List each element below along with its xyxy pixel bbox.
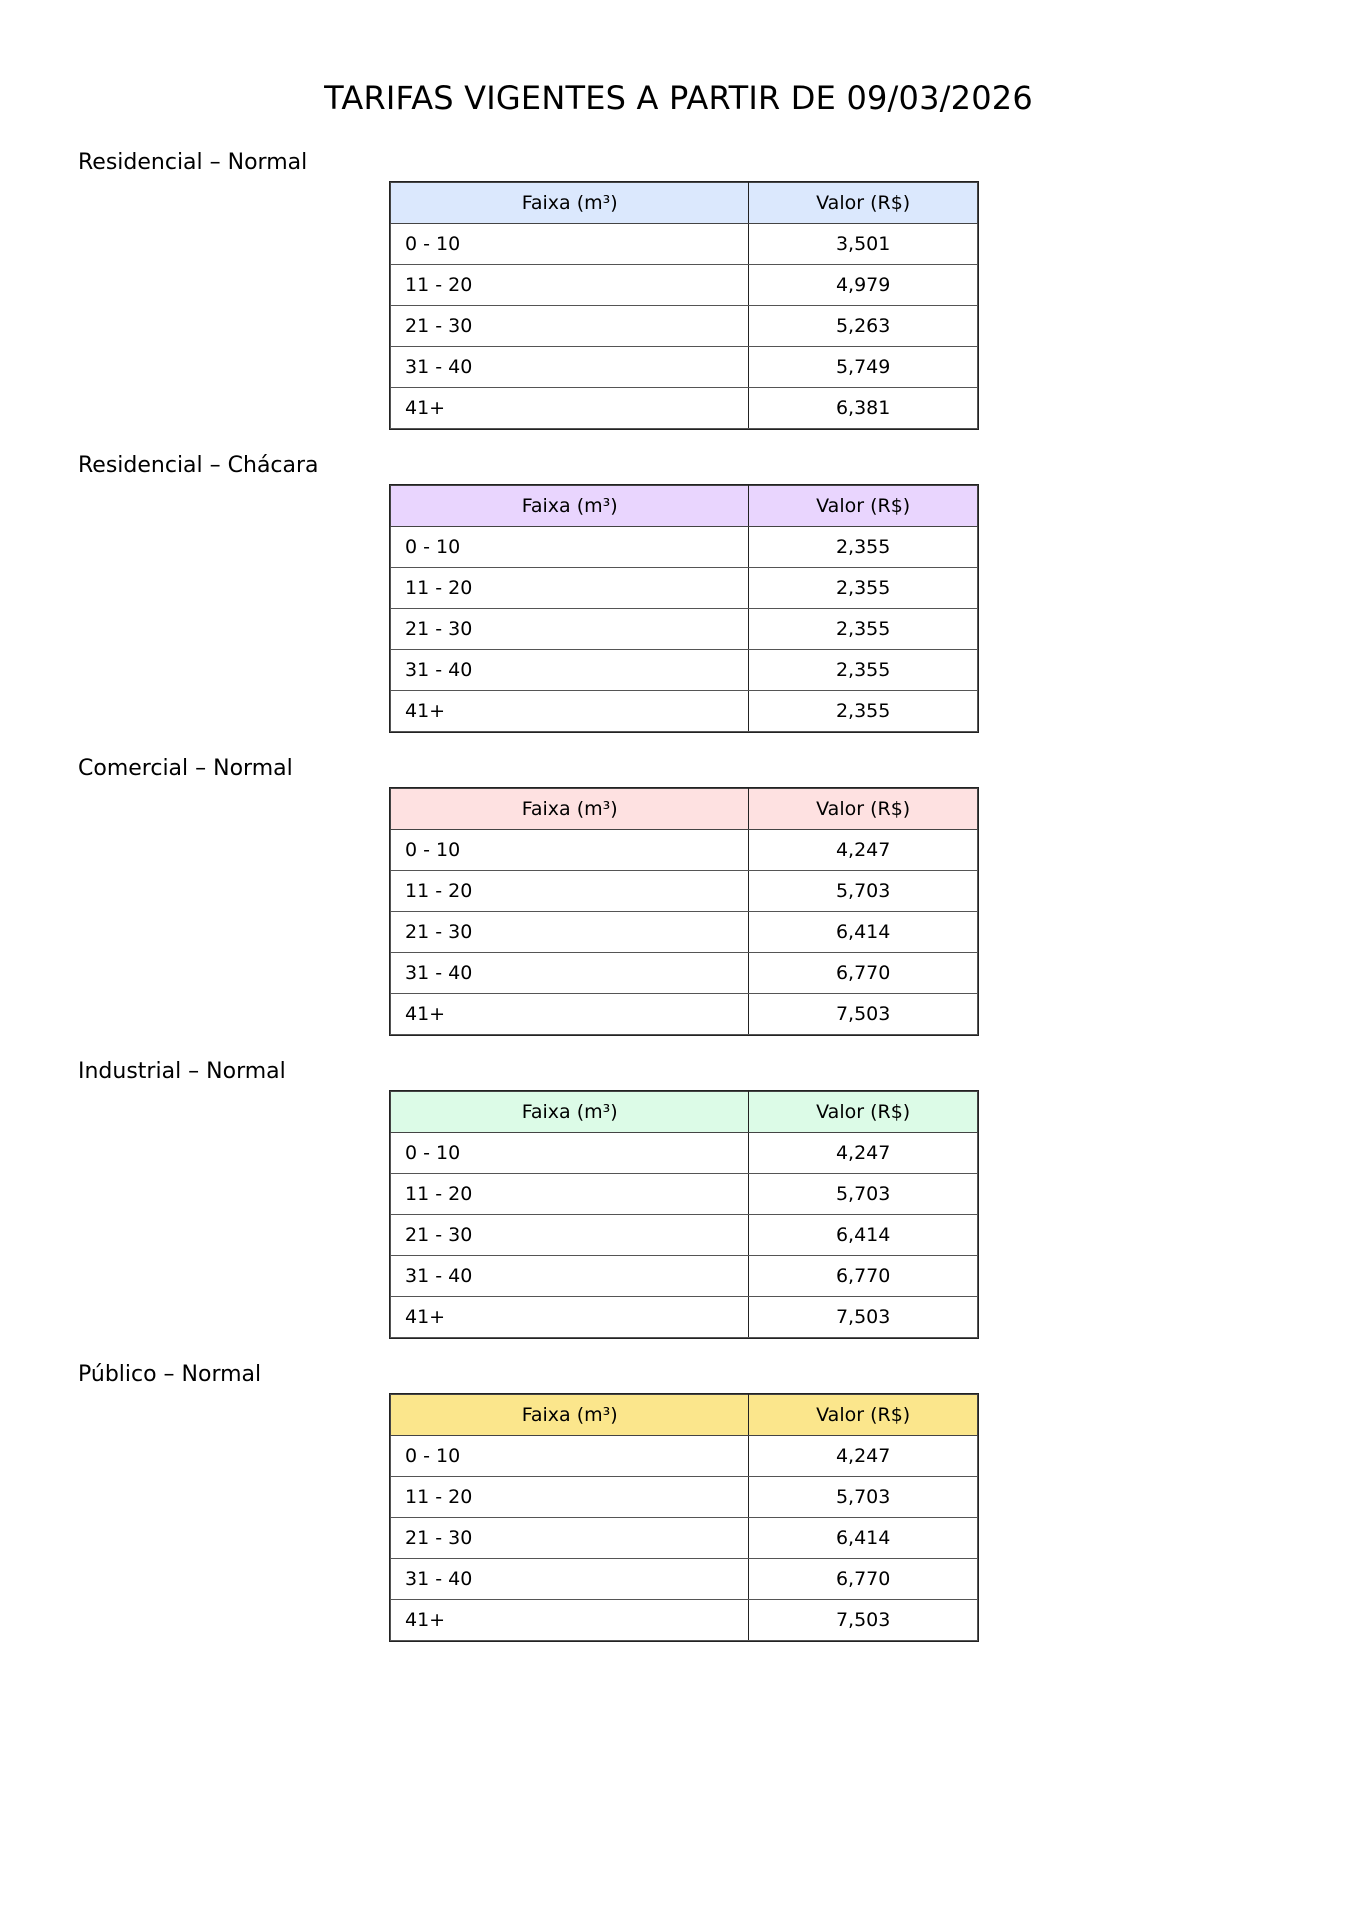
table-row <box>391 994 978 1035</box>
faixa-cell: 11 - 20 <box>391 265 749 306</box>
header-faixa: Faixa (m³) <box>391 486 749 527</box>
faixa-cell: 21 - 30 <box>391 306 749 347</box>
valor-cell: 7,503 <box>749 1297 978 1338</box>
valor-cell: 5,703 <box>749 871 978 912</box>
table-row <box>391 609 978 650</box>
header-faixa: Faixa (m³) <box>391 789 749 830</box>
table-row <box>391 1518 978 1559</box>
valor-cell: 6,414 <box>749 1215 978 1256</box>
valor-cell: 5,703 <box>749 1477 978 1518</box>
faixa-cell: 11 - 20 <box>391 1174 749 1215</box>
valor-cell: 5,749 <box>749 347 978 388</box>
table-row <box>391 650 978 691</box>
faixa-cell: 11 - 20 <box>391 568 749 609</box>
table-row <box>391 347 978 388</box>
table-header-row <box>391 789 978 830</box>
table-row <box>391 1297 978 1338</box>
faixa-cell: 0 - 10 <box>391 527 749 568</box>
faixa-cell: 0 - 10 <box>391 1133 749 1174</box>
table-row <box>391 527 978 568</box>
page-title: TARIFAS VIGENTES A PARTIR DE 09/03/2026 <box>324 79 1033 117</box>
tariff-table <box>390 1394 978 1641</box>
table-row <box>391 265 978 306</box>
faixa-cell: 41+ <box>391 388 749 429</box>
faixa-cell: 21 - 30 <box>391 1215 749 1256</box>
valor-cell: 6,770 <box>749 1559 978 1600</box>
valor-cell: 2,355 <box>749 527 978 568</box>
valor-cell: 7,503 <box>749 1600 978 1641</box>
tariff-table <box>390 182 978 429</box>
faixa-cell: 41+ <box>391 994 749 1035</box>
section-title: Residencial – Chácara <box>78 453 319 478</box>
table-row <box>391 830 978 871</box>
table-row <box>391 306 978 347</box>
valor-cell: 3,501 <box>749 224 978 265</box>
valor-cell: 5,703 <box>749 1174 978 1215</box>
valor-cell: 2,355 <box>749 568 978 609</box>
valor-cell: 2,355 <box>749 691 978 732</box>
valor-cell: 4,247 <box>749 1133 978 1174</box>
faixa-cell: 41+ <box>391 1600 749 1641</box>
table-row <box>391 1600 978 1641</box>
tariff-table <box>390 1091 978 1338</box>
header-valor: Valor (R$) <box>749 1395 978 1436</box>
header-faixa: Faixa (m³) <box>391 183 749 224</box>
valor-cell: 6,770 <box>749 1256 978 1297</box>
table-row <box>391 1215 978 1256</box>
faixa-cell: 31 - 40 <box>391 1559 749 1600</box>
faixa-cell: 31 - 40 <box>391 347 749 388</box>
section-title: Industrial – Normal <box>78 1059 286 1084</box>
valor-cell: 4,247 <box>749 1436 978 1477</box>
header-valor: Valor (R$) <box>749 183 978 224</box>
table-row <box>391 1559 978 1600</box>
faixa-cell: 31 - 40 <box>391 953 749 994</box>
faixa-cell: 41+ <box>391 691 749 732</box>
header-faixa: Faixa (m³) <box>391 1395 749 1436</box>
table-row <box>391 1133 978 1174</box>
faixa-cell: 21 - 30 <box>391 912 749 953</box>
tariff-table <box>390 788 978 1035</box>
section-title: Comercial – Normal <box>78 756 293 781</box>
table-row <box>391 1436 978 1477</box>
faixa-cell: 21 - 30 <box>391 609 749 650</box>
valor-cell: 7,503 <box>749 994 978 1035</box>
valor-cell: 5,263 <box>749 306 978 347</box>
faixa-cell: 0 - 10 <box>391 1436 749 1477</box>
valor-cell: 2,355 <box>749 650 978 691</box>
faixa-cell: 31 - 40 <box>391 1256 749 1297</box>
section-title: Residencial – Normal <box>78 150 308 175</box>
section-title: Público – Normal <box>78 1362 262 1387</box>
header-valor: Valor (R$) <box>749 486 978 527</box>
table-row <box>391 388 978 429</box>
table-row <box>391 1174 978 1215</box>
faixa-cell: 41+ <box>391 1297 749 1338</box>
valor-cell: 6,381 <box>749 388 978 429</box>
faixa-cell: 0 - 10 <box>391 830 749 871</box>
table-row <box>391 1256 978 1297</box>
valor-cell: 6,414 <box>749 1518 978 1559</box>
table-row <box>391 953 978 994</box>
valor-cell: 6,414 <box>749 912 978 953</box>
table-header-row <box>391 486 978 527</box>
header-valor: Valor (R$) <box>749 1092 978 1133</box>
header-valor: Valor (R$) <box>749 789 978 830</box>
faixa-cell: 31 - 40 <box>391 650 749 691</box>
faixa-cell: 0 - 10 <box>391 224 749 265</box>
table-header-row <box>391 1092 978 1133</box>
table-row <box>391 224 978 265</box>
faixa-cell: 21 - 30 <box>391 1518 749 1559</box>
faixa-cell: 11 - 20 <box>391 1477 749 1518</box>
valor-cell: 4,979 <box>749 265 978 306</box>
table-row <box>391 1477 978 1518</box>
valor-cell: 4,247 <box>749 830 978 871</box>
faixa-cell: 11 - 20 <box>391 871 749 912</box>
table-row <box>391 568 978 609</box>
table-header-row <box>391 1395 978 1436</box>
table-header-row <box>391 183 978 224</box>
header-faixa: Faixa (m³) <box>391 1092 749 1133</box>
table-row <box>391 691 978 732</box>
valor-cell: 6,770 <box>749 953 978 994</box>
tariff-table <box>390 485 978 732</box>
valor-cell: 2,355 <box>749 609 978 650</box>
table-row <box>391 912 978 953</box>
table-row <box>391 871 978 912</box>
